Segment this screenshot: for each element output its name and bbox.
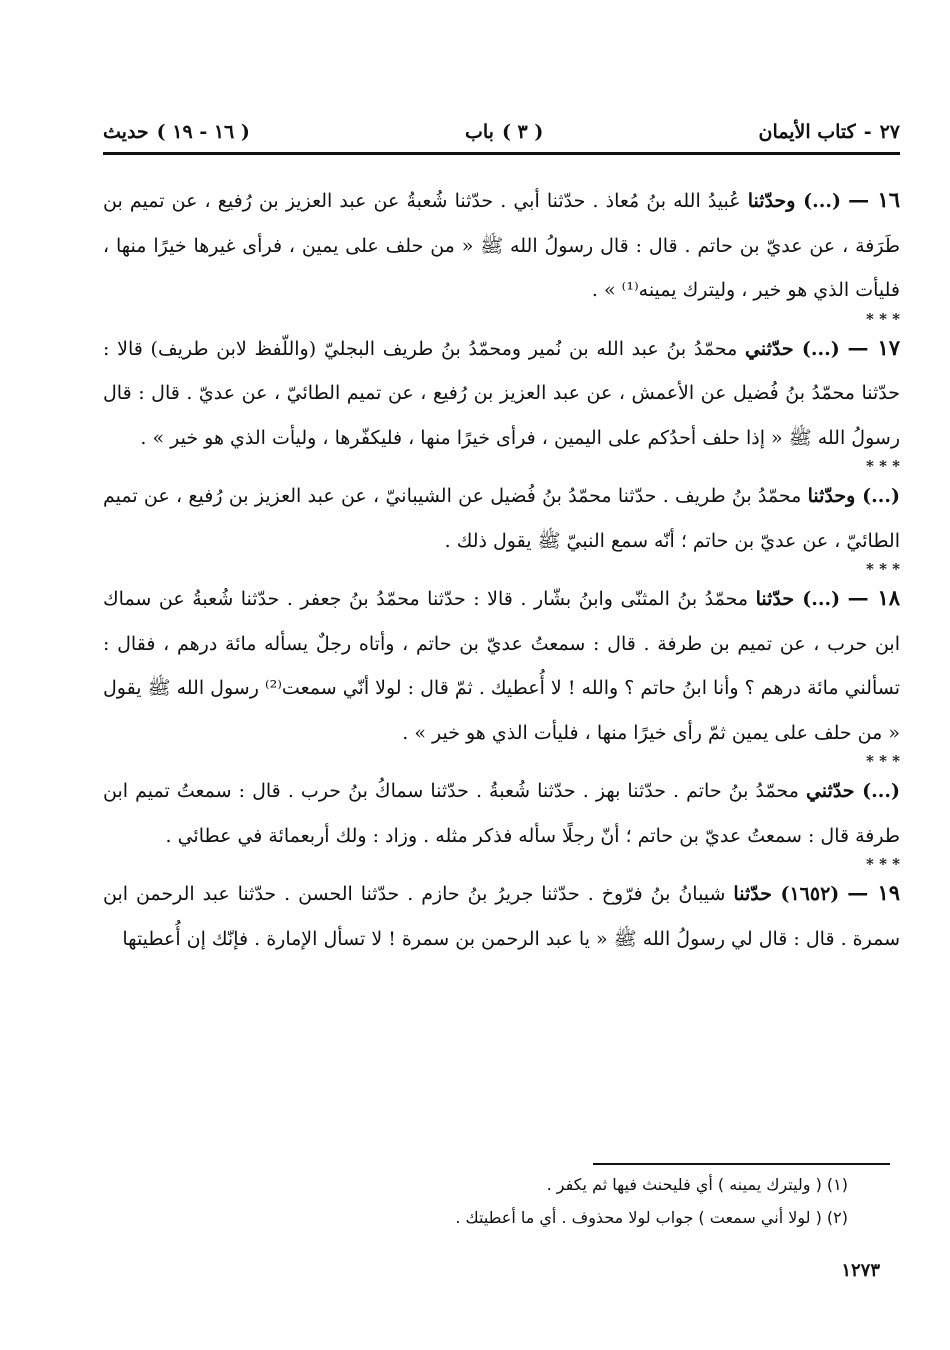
header-dash: - — [863, 121, 872, 143]
hadith-text: محمّدُ بنُ حاتم . حدّثنا بهز . حدّثنا شُعبةُ . حدّثنا سماكُ بنُ حرب . قال : سمعتُ تميم ابن طرفة قال : سمعتُ عديّ بن حاتم ؛ أنّ رجلًا سأله فذكر مثله . وزاد : ولك أربعمائة في عطائي . — [103, 780, 900, 847]
footnote: (١) ( وليترك يمينه ) أي فليحنث فيها ثم يكفر . — [546, 1175, 848, 1194]
hadith-number: ١٨ — — [847, 585, 901, 610]
hadith-lead: (...) حدّثني — [745, 337, 840, 360]
hadith-text: عُبيدُ الله بنُ مُعاذ . حدّثنا أبي . حدّثنا شُعبةُ عن عبد العزيز بن رُفيع ، عن تميم بن طَرَفة ، عن عديّ بن حاتم . قال : قال رسولُ الله ﷺ « من حلف على يمين ، فرأى غيرها خيرًا منها ، فليأت الذي هو خير ، وليترك يمينه⁽¹⁾ » . — [103, 190, 900, 301]
separator-stars: * * * — [866, 457, 900, 475]
running-header — [103, 112, 900, 152]
header-hadith-range — [103, 121, 250, 143]
footnote: (٢) ( لولا أني سمعت ) جواب لولا محذوف . أي ما أعطيتك . — [455, 1208, 848, 1227]
hadith-number: ١٩ — — [847, 880, 901, 905]
hadith-lead: (...) حدّثني — [805, 780, 901, 802]
hadith-paragraph — [103, 576, 900, 755]
hadith-paragraph — [103, 178, 900, 313]
hadith-lead: (...) وحدّثنا — [747, 190, 841, 212]
separator-stars: * * * — [866, 560, 900, 578]
hadith-paragraph — [103, 871, 900, 961]
hadith-text-body — [103, 178, 900, 961]
hadith-text: محمّدُ بنُ طريف . حدّثنا محمّدُ بنُ فُضيل عن الشيبانيّ ، عن عبد العزيز بن رُفيع ، عن تميم الطائيّ ، عن عديّ بن حاتم ؛ أنّه سمع النبيّ ﷺ يقول ذلك . — [103, 485, 900, 552]
header-book-title: كتاب الأيمان — [758, 121, 856, 143]
hadith-number: ١٦ — — [848, 187, 901, 212]
separator-stars: * * * — [866, 855, 900, 873]
header-rule — [103, 152, 900, 155]
separator-stars: * * * — [866, 309, 900, 328]
hadith-number: ١٧ — — [847, 334, 901, 360]
hadith-text: محمّدُ بنُ المثنّى وابنُ بشّار . قالا : حدّثنا محمّدُ بنُ جعفر . حدّثنا شُعبةُ عن سماك ابن حرب ، عن تميم بن طرفة . قال : سمعتُ عديّ بن حاتم ، وأتاه رجلٌ يسأله مائة درهم ، فقال : تسألني مائة درهم ؟ وأنا ابنُ حاتم ؟ والله ! لا أُعطيك . ثمّ قال : لولا أنّي سمعت⁽²⁾ رسول الله ﷺ يقول « من حلف على يمين ثمّ رأى خيرًا منها ، فليأت الذي هو خير » . — [103, 588, 900, 744]
hadith-paragraph — [103, 473, 900, 563]
separator-stars: * * * — [866, 752, 900, 770]
header-chapter-word: باب — [464, 121, 494, 143]
header-chapter-number: ( ٣ ) — [501, 121, 544, 143]
header-hadith-numbers: ( ١٦ - ١٩ ) — [156, 121, 250, 143]
hadith-paragraph — [103, 326, 900, 461]
header-book-info — [758, 121, 900, 143]
hadith-paragraph — [103, 768, 900, 858]
footnotes — [103, 1168, 848, 1234]
hadith-text: محمّدُ بنُ عبد الله بن نُمير ومحمّدُ بنُ طريف البجليّ (واللّفظ لابن طريف) قالا : حدّثنا محمّدُ بنُ فُضيل عن الأعمش ، عن عبد العزيز بن رُفيع ، عن تميم الطائيّ ، عن عديّ . قال : قال رسولُ الله ﷺ « إذا حلف أحدُكم على اليمين ، فرأى خيرًا منها ، فليكفّرها ، وليأت الذي هو خير » . — [103, 337, 900, 449]
hadith-text: شيبانُ بنُ فرّوخ . حدّثنا جريرُ بنُ حازم . حدّثنا الحسن . حدّثنا عبد الرحمن ابن سمرة . قال : قال لي رسولُ الله ﷺ « يا عبد الرحمن بن سمرة ! لا تسأل الإمارة . فإنّك إن أُعطيتها — [103, 883, 900, 950]
page-number: ١٢٧٣ — [841, 1260, 880, 1281]
header-page-number: ٢٧ — [879, 121, 900, 143]
header-chapter — [465, 121, 543, 143]
header-hadith-word: حديث — [103, 121, 149, 143]
hadith-lead: (...) حدّثنا — [755, 588, 841, 610]
footnote-rule — [593, 1163, 890, 1165]
hadith-lead: (١٦٥٢) حدّثنا — [733, 883, 840, 905]
hadith-lead: (...) وحدّثنا — [807, 485, 900, 507]
